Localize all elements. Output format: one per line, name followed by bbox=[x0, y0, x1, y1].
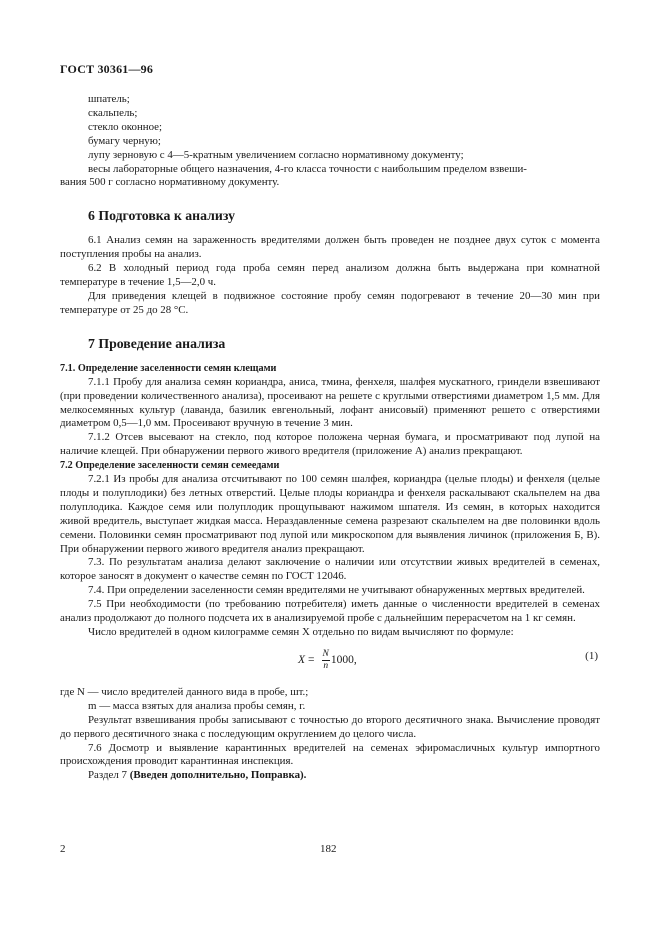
paragraph-7-5: 7.5 При необходимости (по требованию потребителя) иметь данные о численности вредителей в семенах анализ продолжают до полного подсчета их в анализируемой пробе с дальнейшим перерасчетом на 1 кг семян. bbox=[60, 598, 600, 625]
equipment-item: бумагу черную; bbox=[88, 134, 161, 147]
formula-fraction bbox=[322, 649, 330, 672]
section-7-title: 7 Проведение анализа bbox=[88, 335, 226, 351]
amendment-prefix: Раздел 7 bbox=[88, 769, 127, 782]
equipment-item-scales-cont: вания 500 г согласно нормативному документу. bbox=[60, 176, 280, 189]
formula-number: (1) bbox=[585, 649, 598, 662]
formula-lhs: X bbox=[298, 653, 306, 666]
paragraph-7-1-1: 7.1.1 Пробу для анализа семян кориандра, аниса, тмина, фенхеля, шалфея мускатного, гриндели взвешивают (при проведении количественного анализа), просеивают на решете с круглыми отверстиями диаметром 1,5 мм. Для мелкосемянных культур (лаванда, базилик евгенольный, лофант анисовый) применяют решето с отверстиями диаметром 0,5—1,0 мм. Просеивают вручную в течение 3 мин. bbox=[60, 375, 600, 430]
subsection-7-1-title: 7.1. Определение заселенности семян клещами bbox=[60, 362, 277, 374]
paragraph-6-2: 6.2 В холодный период года проба семян перед анализом должна быть выдержана при комнатной температуре в течение 1,5—2,0 ч. bbox=[60, 262, 600, 289]
paragraph-7-2-1: 7.2.1 Из пробы для анализа отсчитывают по 100 семян шалфея, кориандра (целые плоды) и фенхеля (целые плоды и полуплодики) без летных отверстий. Целые плоды кориандра и фенхеля раскалывают скальпелем на два полуплодика. Каждое семя или полуплодик прощупывают нажимом шпателя. Из семян, в которых находится живой вредитель, выступает жидкая масса. Нераздавленные семена разрезают скальпелем на две половинки вдоль семени. Половинки семян просматривают под лупой или микроскопом для выявления личинок (приложения Б, В). При обнаружении первого живого вредителя анализ прекращают. bbox=[60, 473, 600, 555]
paragraph-result: Результат взвешивания пробы записывают с точностью до второго десятичного знака. Вычисление проводят до первого десятичного знака с последующим округлением до целого числа. bbox=[60, 713, 600, 740]
equipment-item: лупу зерновую с 4—5-кратным увеличением согласно нормативному документу; bbox=[88, 148, 464, 161]
equipment-item: стекло оконное; bbox=[88, 120, 163, 133]
equipment-item: шпатель; bbox=[88, 93, 130, 105]
formula-equals: = bbox=[308, 653, 315, 666]
paragraph-6-3: Для приведения клещей в подвижное состояние пробу семян подогревают в течение 20—30 мин при температуре от 25 до 28 °С. bbox=[60, 289, 600, 316]
formula-factor: 1000, bbox=[330, 653, 357, 666]
formula bbox=[298, 644, 357, 678]
formula-intro: Число вредителей в одном килограмме семян X отдельно по видам вычисляют по формуле: bbox=[88, 626, 514, 638]
page-number-left: 2 bbox=[60, 843, 66, 855]
document-header: ГОСТ 30361—96 bbox=[60, 62, 154, 76]
amendment-note bbox=[60, 769, 600, 783]
formula-denominator: n bbox=[323, 661, 329, 672]
where-m-line: m — масса взятых для анализа пробы семян, г. bbox=[88, 699, 306, 712]
amendment-bold: (Введен дополнительно, Поправка). bbox=[129, 769, 307, 782]
paragraph-7-4: 7.4. При определении заселенности семян вредителями не учитывают обнаруженных мертвых вредителей. bbox=[88, 584, 585, 597]
page-content bbox=[60, 93, 600, 783]
paragraph-6-1: 6.1 Анализ семян на зараженность вредителями должен быть проведен не позднее двух суток с момента поступления пробы на анализ. bbox=[60, 234, 600, 261]
paragraph-7-3: 7.3. По результатам анализа делают заключение о наличии или отсутствии живых вредителей в семенах, которое заносят в документ о качестве семян по ГОСТ 12046. bbox=[60, 556, 600, 583]
paragraph-7-1-2: 7.1.2 Отсев высевают на стекло, под которое положена черная бумага, и просматривают под лупой на наличие клещей. При обнаружении первого живого вредителя (приложение А) анализ прекращают. bbox=[60, 431, 600, 458]
formula-block bbox=[60, 644, 600, 678]
where-n-line: где N — число вредителей данного вида в пробе, шт.; bbox=[60, 685, 309, 698]
equipment-item-scales: весы лабораторные общего назначения, 4-го класса точности с наибольшим пределом взвеши- bbox=[88, 162, 527, 175]
formula-numerator: N bbox=[322, 649, 329, 660]
subsection-7-2-title: 7.2 Определение заселенности семян семеедами bbox=[60, 460, 280, 472]
equipment-item: скальпель; bbox=[88, 106, 138, 119]
page-number-center: 182 bbox=[320, 843, 337, 855]
paragraph-7-6: 7.6 Досмотр и выявление карантинных вредителей на семенах эфиромасличных культур импортного происхождения проводит карантинная инспекция. bbox=[60, 741, 600, 768]
section-6-title: 6 Подготовка к анализу bbox=[88, 208, 235, 224]
